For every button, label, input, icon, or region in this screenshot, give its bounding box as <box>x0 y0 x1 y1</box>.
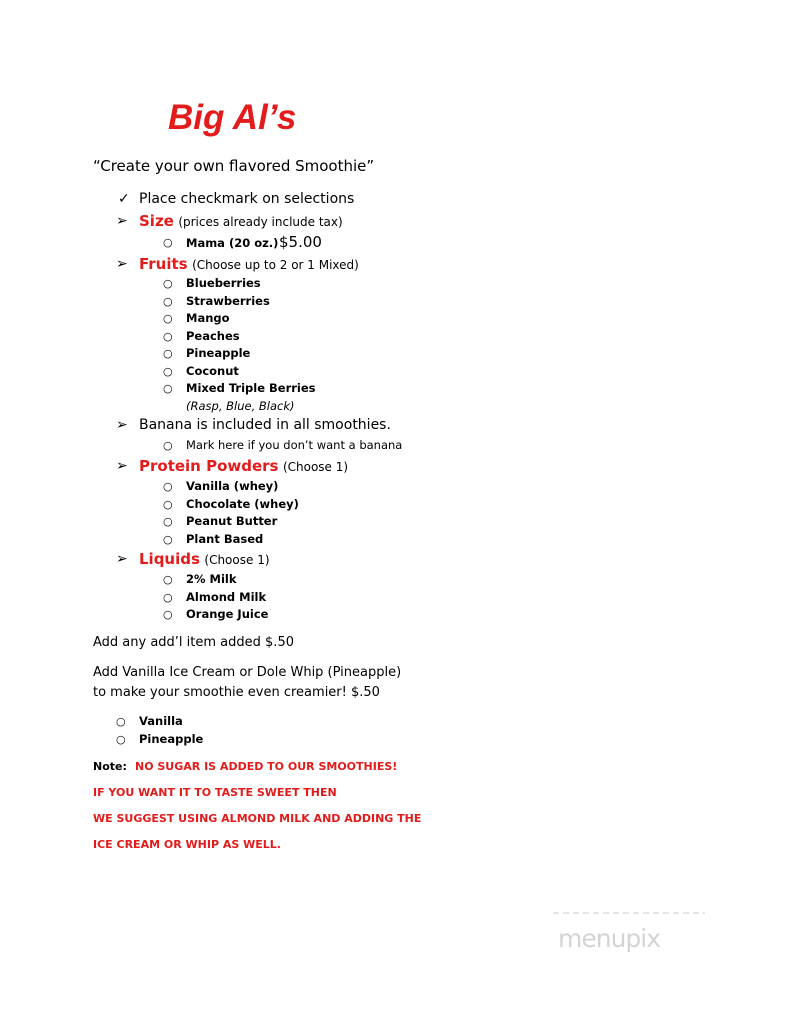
protein-item: Chocolate (whey) <box>186 497 299 511</box>
extra-icecream-line2: to make your smoothie even creamier! $.50 <box>93 685 380 700</box>
circle-bullet-icon[interactable]: ○ <box>163 236 173 249</box>
fruits-section <box>139 255 359 273</box>
banana-option: Mark here if you don’t want a banana <box>186 438 403 452</box>
circle-bullet-icon[interactable]: ○ <box>163 365 173 378</box>
size-section <box>139 212 343 230</box>
liquids-note: (Choose 1) <box>204 553 270 567</box>
circle-bullet-icon[interactable]: ○ <box>163 347 173 360</box>
fruits-label: Fruits <box>139 255 188 273</box>
icecream-item: Vanilla <box>139 714 183 728</box>
circle-bullet-icon[interactable]: ○ <box>163 330 173 343</box>
fruit-item: Coconut <box>186 364 239 378</box>
circle-bullet-icon[interactable]: ○ <box>163 498 173 511</box>
size-note: (prices already include tax) <box>178 215 343 229</box>
circle-bullet-icon[interactable]: ○ <box>163 439 173 452</box>
fruit-mixed-sub: (Rasp, Blue, Black) <box>186 399 295 413</box>
icecream-item: Pineapple <box>139 732 204 746</box>
size-option: Mama (20 oz.) <box>186 236 279 250</box>
note-line-3: WE SUGGEST USING ALMOND MILK AND ADDING THE <box>93 812 422 825</box>
circle-bullet-icon[interactable]: ○ <box>163 277 173 290</box>
extra-item-price: Add any add’l item added $.50 <box>93 635 294 650</box>
protein-item: Vanilla (whey) <box>186 479 279 493</box>
fruit-item: Pineapple <box>186 346 251 360</box>
fruit-item: Peaches <box>186 329 240 343</box>
watermark-logo: menupix <box>558 924 661 953</box>
instruction: Place checkmark on selections <box>139 191 355 207</box>
note-line-4: ICE CREAM OR WHIP AS WELL. <box>93 838 281 851</box>
arrow-bullet-icon: ➢ <box>116 458 128 474</box>
extra-icecream-line1: Add Vanilla Ice Cream or Dole Whip (Pineapple) <box>93 665 402 680</box>
fruits-note: (Choose up to 2 or 1 Mixed) <box>192 258 359 272</box>
protein-label: Protein Powders <box>139 457 279 475</box>
liquid-item: Orange Juice <box>186 607 269 621</box>
watermark-rule <box>553 912 705 914</box>
liquids-label: Liquids <box>139 550 200 568</box>
liquid-item: Almond Milk <box>186 590 267 604</box>
note-line-2: IF YOU WANT IT TO TASTE SWEET THEN <box>93 786 337 799</box>
arrow-bullet-icon: ➢ <box>116 417 128 433</box>
arrow-bullet-icon: ➢ <box>116 213 128 229</box>
circle-bullet-icon[interactable]: ○ <box>163 382 173 395</box>
circle-bullet-icon[interactable]: ○ <box>116 733 126 746</box>
circle-bullet-icon[interactable]: ○ <box>163 312 173 325</box>
liquids-section <box>139 550 270 568</box>
banana-label: Banana is included in all smoothies. <box>139 417 391 433</box>
circle-bullet-icon[interactable]: ○ <box>163 480 173 493</box>
note-label: Note: <box>93 760 127 773</box>
size-price: $5.00 <box>279 233 322 251</box>
circle-bullet-icon[interactable]: ○ <box>163 295 173 308</box>
circle-bullet-icon[interactable]: ○ <box>163 533 173 546</box>
circle-bullet-icon[interactable]: ○ <box>163 573 173 586</box>
arrow-bullet-icon: ➢ <box>116 256 128 272</box>
circle-bullet-icon[interactable]: ○ <box>116 715 126 728</box>
size-label: Size <box>139 212 174 230</box>
circle-bullet-icon[interactable]: ○ <box>163 515 173 528</box>
fruit-item: Strawberries <box>186 294 270 308</box>
fruit-item: Blueberries <box>186 276 261 290</box>
fruit-item: Mixed Triple Berries <box>186 381 316 395</box>
page-title: Big Al’s <box>168 98 297 137</box>
subtitle: “Create your own flavored Smoothie” <box>93 157 375 175</box>
protein-item: Peanut Butter <box>186 514 278 528</box>
note-line-1: NO SUGAR IS ADDED TO OUR SMOOTHIES! <box>135 760 398 773</box>
liquid-item: 2% Milk <box>186 572 237 586</box>
fruit-item: Mango <box>186 311 230 325</box>
protein-note: (Choose 1) <box>282 460 349 474</box>
protein-item: Plant Based <box>186 532 264 546</box>
protein-section <box>139 457 348 475</box>
circle-bullet-icon[interactable]: ○ <box>163 608 173 621</box>
check-icon: ✓ <box>118 191 130 207</box>
circle-bullet-icon[interactable]: ○ <box>163 591 173 604</box>
arrow-bullet-icon: ➢ <box>116 551 128 567</box>
